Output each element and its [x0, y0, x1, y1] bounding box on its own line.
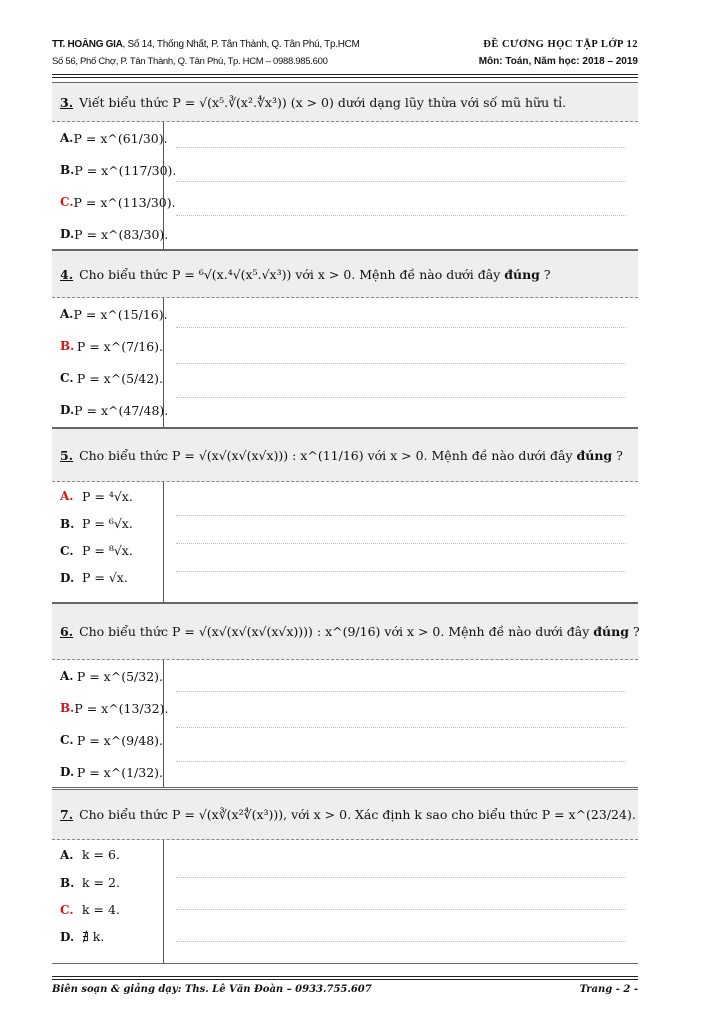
header-rule-thin — [52, 77, 638, 78]
center-address-line2: Số 56, Phố Chợ, P. Tân Thành, Q. Tân Phú, Tp. HCM – 0988.985.600 — [52, 56, 328, 67]
question-3 — [52, 82, 638, 250]
footer-rule — [52, 976, 638, 977]
options-list — [52, 840, 164, 963]
option-b[interactable]: B. k = 2. — [60, 875, 120, 890]
work-space — [164, 122, 638, 249]
option-c[interactable]: C. P = x^(113/30). — [60, 194, 176, 210]
option-d[interactable]: D. P = √x. — [60, 570, 128, 585]
option-c[interactable]: C. k = 4. — [60, 902, 120, 917]
answer-area — [52, 840, 638, 964]
options-list — [52, 298, 169, 427]
option-b[interactable]: B. P = ⁶√x. — [60, 516, 133, 531]
question-5 — [52, 428, 638, 603]
question-text: Cho biểu thức P = √(x√(x√(x√(x√x)))) : x^(9/16) với x > 0. Mệnh đề nào dưới đây đúng ? — [79, 624, 640, 639]
option-d[interactable]: D. P = x^(83/30). — [60, 226, 169, 242]
question-4 — [52, 250, 638, 428]
answer-area — [52, 298, 638, 428]
option-a[interactable]: A. P = x^(5/32). — [60, 668, 163, 684]
work-space — [164, 840, 638, 963]
footer-author: Biên soạn & giảng dạy: Ths. Lê Văn Đoàn – 0933.755.607 — [52, 984, 372, 995]
footer-rule-thin — [52, 979, 638, 980]
option-d[interactable]: D. ∄ k. — [60, 929, 105, 944]
option-a[interactable]: A. P = x^(15/16). — [60, 306, 168, 322]
header-rule — [52, 74, 638, 75]
page-number: Trang - 2 - — [579, 984, 638, 995]
question-stem — [52, 250, 638, 298]
question-7 — [52, 789, 638, 964]
work-space — [164, 660, 638, 787]
option-d[interactable]: D. P = x^(47/48). — [60, 402, 169, 418]
question-stem — [52, 603, 638, 660]
question-text: Viết biểu thức P = √(x⁵.∛(x².∜x³)) (x > 0) dưới dạng lũy thừa với số mũ hữu tỉ. — [79, 94, 567, 110]
page-header — [52, 36, 638, 76]
work-space — [164, 482, 638, 602]
question-stem — [52, 82, 638, 122]
answer-area — [52, 660, 638, 788]
answer-area — [52, 482, 638, 603]
page-footer — [52, 984, 638, 995]
options-list — [52, 122, 177, 249]
option-d[interactable]: D. P = x^(1/32). — [60, 764, 163, 780]
question-stem — [52, 428, 638, 482]
option-a[interactable]: A. P = ⁴√x. — [60, 488, 133, 504]
question-number: 4. — [60, 266, 74, 282]
document-title: ĐỀ CƯƠNG HỌC TẬP LỚP 12 — [483, 39, 638, 50]
option-c[interactable]: C. P = ⁸√x. — [60, 543, 133, 558]
option-c[interactable]: C. P = x^(9/48). — [60, 732, 163, 748]
work-space — [164, 298, 638, 427]
subject-year: Môn: Toán, Năm học: 2018 – 2019 — [478, 56, 638, 67]
question-number: 7. — [60, 807, 74, 822]
question-number: 6. — [60, 624, 74, 639]
option-c[interactable]: C. P = x^(5/42). — [60, 370, 163, 386]
answer-area — [52, 122, 638, 250]
option-a[interactable]: A. P = x^(61/30). — [60, 130, 168, 146]
question-number: 3. — [60, 94, 74, 110]
option-b[interactable]: B. P = x^(7/16). — [60, 338, 163, 354]
option-b[interactable]: B. P = x^(13/32). — [60, 700, 169, 716]
question-text: Cho biểu thức P = √(x√(x√(x√x))) : x^(11/16) với x > 0. Mệnh đề nào dưới đây đúng ? — [79, 447, 623, 463]
question-text: Cho biểu thức P = ⁶√(x.⁴√(x⁵.√x³)) với x > 0. Mệnh đề nào dưới đây đúng ? — [79, 266, 551, 282]
question-number: 5. — [60, 447, 74, 463]
options-list — [52, 660, 169, 787]
question-stem — [52, 789, 638, 840]
question-text: Cho biểu thức P = √(x∛(x²∜(x³))), với x > 0. Xác định k sao cho biểu thức P = x^(23/24). — [79, 807, 636, 822]
center-address-line1: TT. HOÀNG GIA, Số 14, Thống Nhất, P. Tân Thành, Q. Tân Phú, Tp.HCM — [52, 39, 360, 50]
option-a[interactable]: A. k = 6. — [60, 847, 120, 862]
question-6 — [52, 603, 638, 788]
option-b[interactable]: B. P = x^(117/30). — [60, 162, 177, 178]
options-list — [52, 482, 164, 602]
